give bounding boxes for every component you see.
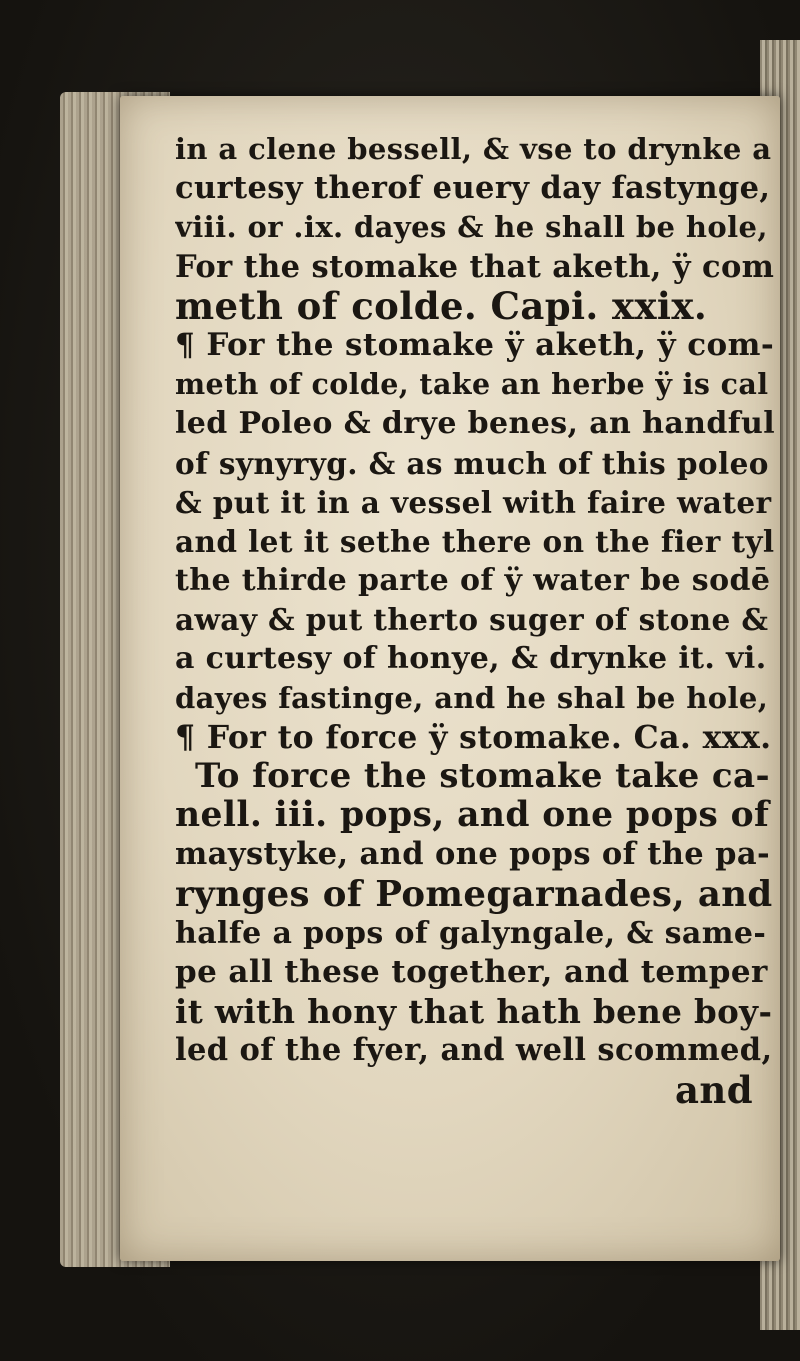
- chapter-heading: meth of colde. Capi. xxix.: [175, 286, 708, 326]
- text-line: For the stomake that aketh, ÿ com: [175, 248, 775, 285]
- text-line: rynges of Pomegarnades, and: [175, 874, 773, 914]
- text-line: pe all these together, and temper: [175, 953, 768, 990]
- chapter-heading: ¶ For to force ÿ stomake. Ca. xxx.: [175, 718, 772, 756]
- text-line: halfe a pops of galyngale, & same-: [175, 915, 767, 951]
- text-line: the thirde parte of ÿ water be sodē: [175, 563, 771, 599]
- text-line: & put it in a vessel with faire water: [175, 484, 772, 520]
- text-line: curtesy therof euery day fastynge,: [175, 170, 771, 207]
- text-line: away & put therto suger of stone &: [175, 602, 769, 638]
- text-line: dayes fastinge, and he shal be hole,: [175, 680, 769, 715]
- text-line: ¶ For the stomake ÿ aketh, ÿ com-: [175, 326, 775, 363]
- text-line: led of the fyer, and well scommed,: [175, 1032, 773, 1069]
- text-line: To force the stomake take ca-: [195, 757, 770, 796]
- text-line: led Poleo & drye benes, an handful: [175, 406, 775, 442]
- text-line: a curtesy of honye, & drynke it. vi.: [175, 641, 767, 677]
- catchword: and: [675, 1070, 753, 1110]
- text-line: meth of colde, take an herbe ÿ is cal: [175, 367, 769, 402]
- text-line: of synyryg. & as much of this poleo: [175, 445, 769, 481]
- text-line: nell. iii. pops, and one pops of: [175, 796, 770, 836]
- text-line: in a clene bessell, & vse to drynke a: [175, 132, 772, 166]
- text-line: and let it sethe there on the fier tyl: [175, 523, 775, 559]
- text-line: maystyke, and one pops of the pa-: [175, 836, 771, 873]
- text-line: it with hony that hath bene boy-: [175, 992, 773, 1032]
- text-line: viii. or .ix. dayes & he shall be hole,: [175, 210, 768, 245]
- blackletter-text-block: [175, 130, 775, 1110]
